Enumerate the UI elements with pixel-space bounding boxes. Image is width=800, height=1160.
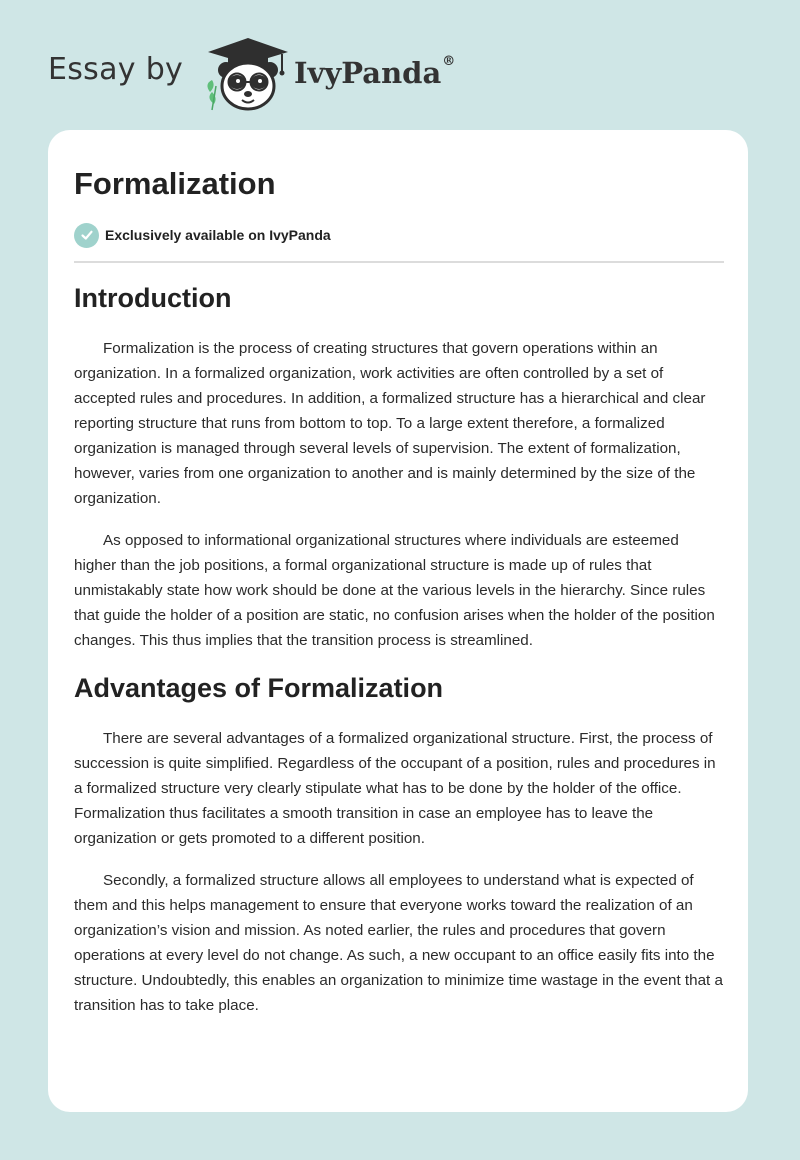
essay-by-label: Essay by [48,52,184,87]
panda-graduate-logo-icon[interactable] [202,34,294,114]
paragraph: As opposed to informational organizational structures where individuals are esteemed higher than the job positions, a formal organizational structure is made up of rules that unmistakably state how work should be done at the various levels in the hierarchy. Since rules that guide the holder of a position are static, no confusion arises when the holder of the position changes. This thus implies that the transition process is streamlined. [74,531,715,649]
divider [74,261,724,263]
paragraph: Secondly, a formalized structure allows all employees to understand what is expected of them and this helps management to ensure that everyone works toward the realization of an organization’s vision and mission. As noted earlier, the rules and procedures that govern operations at every level do not change. As such, a new occupant to an office easily fits into the structure. Undoubtedly, this enables an organization to minimize time wastage in the event that a transition has to take place. [74,871,723,1014]
section-heading: Introduction [74,283,232,313]
article-title: Formalization [74,166,276,201]
check-circle-icon [74,223,99,248]
article-body [74,280,724,1035]
paragraph: There are several advantages of a formalized organizational structure. First, the process of succession is quite simplified. Regardless of the occupant of a position, rules and procedures in a formalized structure very clearly stipulate what has to be done by the holder of the office. Formalization thus facilitates a smooth transition in case an employee has to leave the organization or gets promoted to a different position. [74,729,716,847]
exclusive-badge-label: Exclusively available on IvyPanda [105,227,331,243]
paragraph: Formalization is the process of creating structures that govern operations within an organization. In a formalized organization, work activities are often controlled by a set of accepted rules and procedures. In addition, a formalized structure has a hierarchical and clear reporting structure that runs from bottom to top. To a large extent therefore, a formalized organization is managed through several levels of supervision. The extent of formalization, however, varies from one organization to another and is mainly determined by the size of the organization. [74,339,706,507]
section-introduction [74,280,724,653]
exclusive-badge [74,222,331,248]
site-header [48,34,548,114]
registered-mark: ® [442,54,456,69]
article-card [48,130,748,1112]
section-advantages [74,670,724,1018]
brand-name[interactable]: IvyPanda® [294,54,456,90]
section-heading: Advantages of Formalization [74,672,444,703]
